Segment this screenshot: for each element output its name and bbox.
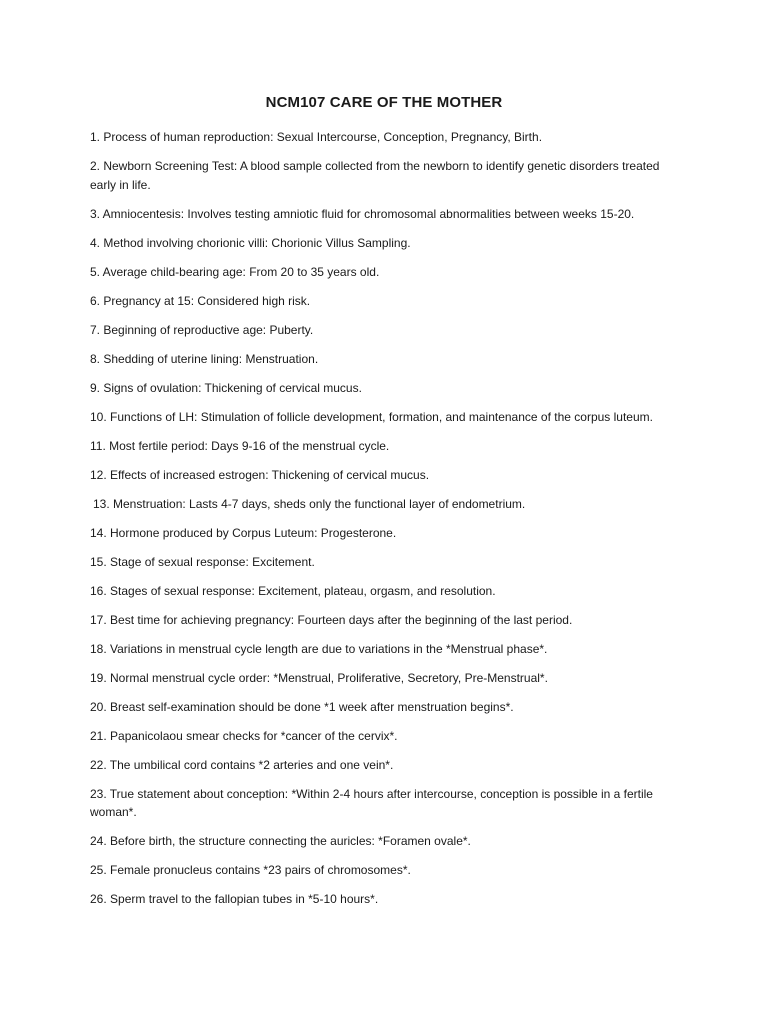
list-item: 14. Hormone produced by Corpus Luteum: Progesterone. bbox=[90, 525, 397, 540]
list-item: 1. Process of human reproduction: Sexual Intercourse, Conception, Pregnancy, Birth. bbox=[90, 130, 543, 144]
list-item: 21. Papanicolaou smear checks for *cancer of the cervix*. bbox=[90, 728, 398, 743]
list-item: 10. Functions of LH: Stimulation of follicle development, formation, and maintenance of the corpus luteum. bbox=[90, 409, 653, 424]
list-item: 12. Effects of increased estrogen: Thickening of cervical mucus. bbox=[90, 467, 430, 482]
item-list bbox=[90, 128, 680, 919]
list-item: 13. Menstruation: Lasts 4-7 days, sheds only the functional layer of endometrium. bbox=[93, 496, 526, 511]
list-item: 15. Stage of sexual response: Excitement. bbox=[90, 554, 315, 569]
list-item: 4. Method involving chorionic villi: Chorionic Villus Sampling. bbox=[90, 235, 411, 250]
list-item: 9. Signs of ovulation: Thickening of cervical mucus. bbox=[90, 380, 362, 395]
list-item: 16. Stages of sexual response: Excitement, plateau, orgasm, and resolution. bbox=[90, 583, 496, 598]
list-item: 8. Shedding of uterine lining: Menstruation. bbox=[90, 351, 319, 366]
list-item: 6. Pregnancy at 15: Considered high risk. bbox=[90, 293, 311, 308]
list-item: 5. Average child-bearing age: From 20 to 35 years old. bbox=[90, 264, 380, 279]
list-item: 19. Normal menstrual cycle order: *Menstrual, Proliferative, Secretory, Pre-Menstrual*. bbox=[90, 670, 548, 685]
list-item: 3. Amniocentesis: Involves testing amniotic fluid for chromosomal abnormalities between weeks 15-20. bbox=[90, 206, 635, 221]
list-item: 11. Most fertile period: Days 9-16 of the menstrual cycle. bbox=[90, 438, 390, 453]
list-item: 25. Female pronucleus contains *23 pairs of chromosomes*. bbox=[90, 863, 411, 877]
list-item: 23. True statement about conception: *Within 2-4 hours after intercourse, conception is possible in a fertile woman*. bbox=[90, 786, 653, 819]
list-item: 18. Variations in menstrual cycle length are due to variations in the *Menstrual phase*. bbox=[90, 641, 548, 656]
list-item: 17. Best time for achieving pregnancy: Fourteen days after the beginning of the last period. bbox=[90, 612, 573, 627]
list-item: 2. Newborn Screening Test: A blood sample collected from the newborn to identify genetic disorders treated early in life. bbox=[90, 159, 660, 192]
list-item: 24. Before birth, the structure connecting the auricles: *Foramen ovale*. bbox=[90, 834, 471, 848]
list-item: 22. The umbilical cord contains *2 arteries and one vein*. bbox=[90, 757, 394, 772]
list-item: 26. Sperm travel to the fallopian tubes in *5-10 hours*. bbox=[90, 892, 379, 906]
document-title: NCM107 CARE OF THE MOTHER bbox=[265, 94, 503, 111]
list-item: 7. Beginning of reproductive age: Puberty. bbox=[90, 322, 314, 337]
list-item: 20. Breast self-examination should be done *1 week after menstruation begins*. bbox=[90, 699, 514, 714]
